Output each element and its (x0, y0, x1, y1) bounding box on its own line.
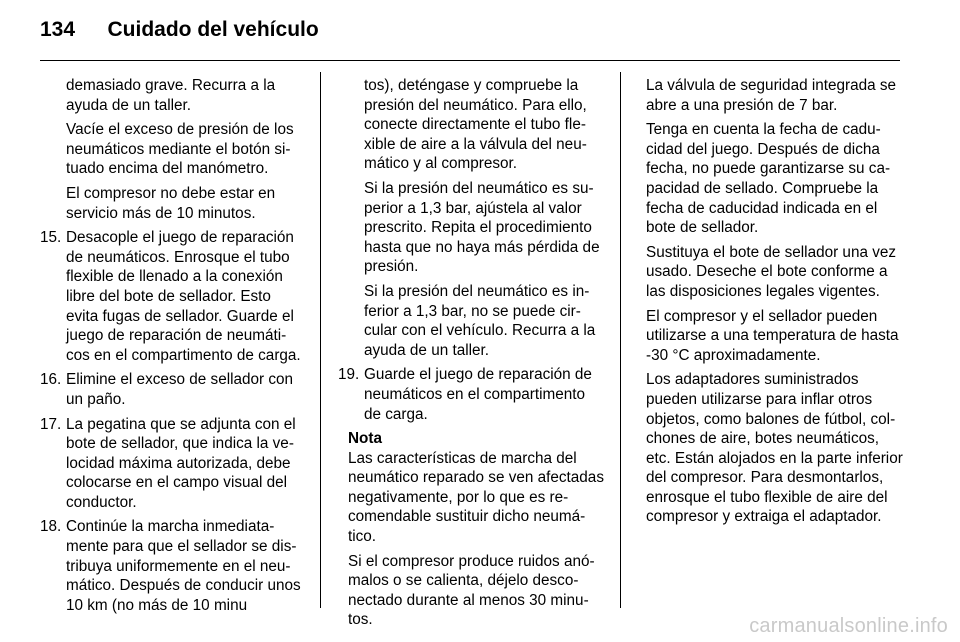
list-item (40, 517, 302, 615)
item-text: Elimine el exceso de sellador con un paño. (66, 371, 294, 408)
paragraph: El compresor y el sellador pueden utilizarse a una temperatura de hasta -30 °C aproximadamente. (646, 307, 899, 364)
item-number: 15. (40, 229, 62, 247)
page-number: 134 (40, 18, 76, 41)
page-title: Cuidado del vehículo (107, 18, 319, 41)
paragraph: Tenga en cuenta la fecha de caducidad del juego. Después de dicha fecha, no puede garantizarse su capacidad de sellado. Compruebe la fecha de caducidad indicada en el bote de sellador. (646, 121, 891, 237)
header-divider (40, 60, 900, 61)
column-divider (620, 72, 621, 608)
column-1 (40, 76, 302, 620)
paragraph: Si la presión del neumático es inferior a 1,3 bar, no se puede circular con el vehículo. Recurra a la ayuda de un taller. (364, 282, 596, 359)
paragraph: La válvula de seguridad integrada se abre a una presión de 7 bar. (646, 77, 897, 114)
item-text: Guarde el juego de reparación de neumáticos en el compartimento de carga. (364, 366, 592, 423)
paragraph: Si la presión del neumático es superior a 1,3 bar, ajústela al valor prescrito. Repita el procedimiento hasta que no haya más pérdida de presión. (364, 179, 600, 276)
list-item (338, 365, 604, 424)
paragraph: Sustituya el bote de sellador una vez usado. Deseche el bote conforme a las disposiciones legales vigentes. (646, 243, 897, 300)
item-number: 18. (40, 518, 62, 536)
note-paragraph: Si el compresor produce ruidos anómalos o se calienta, déjelo desconectado durante al menos 30 minutos. (348, 552, 595, 629)
paragraph: Vacíe el exceso de presión de los neumáticos mediante el botón situado encima del manómetro. (66, 121, 294, 178)
note-paragraph: Las características de marcha del neumático reparado se ven afectadas negativamente, por lo que es recomendable sustituir dicho neumático. (348, 449, 604, 546)
paragraph: El compresor no debe estar en servicio más de 10 minutos. (66, 184, 276, 222)
column-2 (338, 76, 604, 635)
list-item (40, 370, 302, 409)
note-label: Nota (348, 430, 382, 448)
list-item (40, 228, 302, 365)
watermark: carmanualsonline.info (749, 615, 948, 637)
column-3 (646, 76, 904, 532)
page-header (40, 18, 319, 48)
item-text: Desacople el juego de reparación de neumáticos. Enrosque el tubo flexible de llenado a la conexión libre del bote de sellador. Esto evita fugas de sellador. Guarde el juego de reparación de neumáticos en el compartimento de carga. (66, 229, 301, 364)
paragraph: demasiado grave. Recurra a la ayuda de un taller. (66, 77, 276, 114)
list-item (40, 415, 302, 513)
column-divider (320, 72, 321, 608)
paragraph: Los adaptadores suministrados pueden utilizarse para inflar otros objetos, como balones de fútbol, colchones de aire, botes neumáticos, etc. Están alojados en la parte inferior del compresor. Para desmontarlos, enrosque el tubo flexible de aire del compresor y extraiga el adaptador. (646, 371, 903, 526)
item-number: 19. (338, 366, 360, 384)
item-number: 16. (40, 371, 62, 389)
paragraph: tos), deténgase y compruebe la presión del neumático. Para ello, conecte directamente el tubo flexible de aire a la válvula del neumático y al compresor. (364, 77, 587, 173)
item-number: 17. (40, 415, 62, 433)
item-text: La pegatina que se adjunta con el bote de sellador, que indica la velocidad máxima autorizada, debe colocarse en el campo visual del conductor. (66, 415, 296, 511)
item-text: Continúe la marcha inmediatamente para que el sellador se distribuya uniformemente en el neumático. Después de conducir unos 10 km (no más de 10 minu (66, 518, 301, 614)
note-block (338, 429, 604, 630)
